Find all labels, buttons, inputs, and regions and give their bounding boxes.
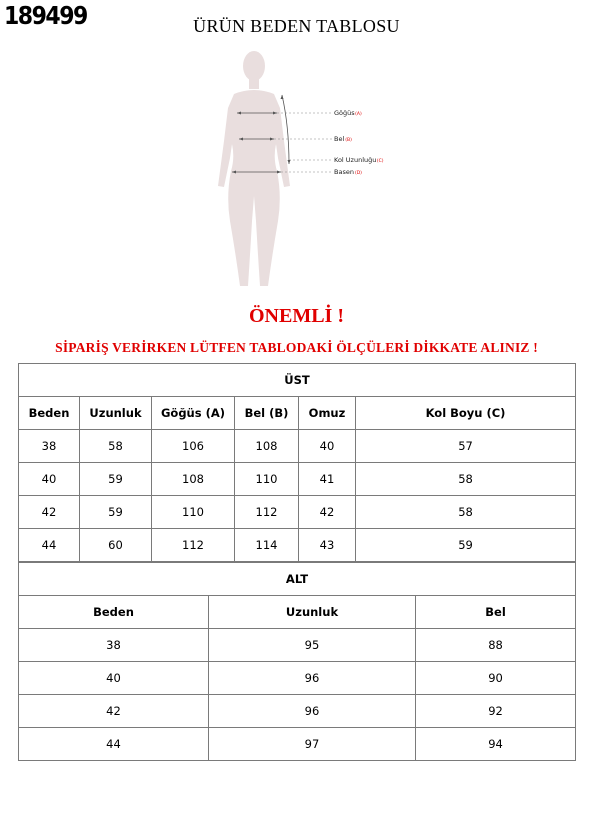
table-row — [19, 463, 576, 496]
table-row — [19, 629, 576, 662]
bust-label: Göğüs(A) — [334, 109, 362, 117]
column-header: Uzunluk — [209, 596, 416, 629]
table-cell: 58 — [356, 463, 576, 496]
upper-table-heading: ÜST — [19, 364, 576, 397]
table-cell: 42 — [19, 695, 209, 728]
lower-table-heading: ALT — [19, 563, 576, 596]
table-cell: 59 — [80, 496, 152, 529]
table-row — [19, 662, 576, 695]
table-cell: 59 — [80, 463, 152, 496]
column-header: Bel — [416, 596, 576, 629]
product-code: 189499 — [4, 2, 87, 31]
column-header: Omuz — [299, 397, 356, 430]
table-cell: 57 — [356, 430, 576, 463]
table-row — [19, 430, 576, 463]
table-cell: 60 — [80, 529, 152, 562]
page-title: ÜRÜN BEDEN TABLOSU — [193, 16, 400, 36]
table-cell: 92 — [416, 695, 576, 728]
table-row — [19, 695, 576, 728]
table-cell: 108 — [152, 463, 235, 496]
upper-size-table — [18, 363, 576, 562]
table-cell: 59 — [356, 529, 576, 562]
body-measurement-figure — [210, 46, 400, 294]
table-cell: 110 — [152, 496, 235, 529]
table-row — [19, 496, 576, 529]
silhouette-illustration — [210, 46, 400, 294]
table-cell: 112 — [235, 496, 299, 529]
table-cell: 44 — [19, 728, 209, 761]
silhouette-body — [218, 90, 290, 286]
table-cell: 112 — [152, 529, 235, 562]
column-header: Uzunluk — [80, 397, 152, 430]
table-header-row — [19, 596, 576, 629]
table-cell: 106 — [152, 430, 235, 463]
hip-label: Basen(D) — [334, 168, 362, 176]
table-cell: 42 — [19, 496, 80, 529]
table-header-row — [19, 397, 576, 430]
table-cell: 96 — [209, 695, 416, 728]
table-cell: 40 — [299, 430, 356, 463]
column-header: Beden — [19, 397, 80, 430]
table-cell: 114 — [235, 529, 299, 562]
table-cell: 88 — [416, 629, 576, 662]
silhouette-neck — [249, 79, 259, 89]
table-row — [19, 728, 576, 761]
sleeve-length-label: Kol Uzunluğu(C) — [334, 156, 384, 164]
column-header: Bel (B) — [235, 397, 299, 430]
column-header: Göğüs (A) — [152, 397, 235, 430]
table-cell: 42 — [299, 496, 356, 529]
table-cell: 40 — [19, 662, 209, 695]
silhouette-head — [243, 51, 265, 81]
table-cell: 96 — [209, 662, 416, 695]
lower-size-table — [18, 562, 576, 761]
order-notice: SİPARİŞ VERİRKEN LÜTFEN TABLODAKİ ÖLÇÜLERİ DİKKATE ALINIZ ! — [55, 340, 538, 355]
table-cell: 110 — [235, 463, 299, 496]
table-row — [19, 529, 576, 562]
table-cell: 38 — [19, 430, 80, 463]
table-cell: 108 — [235, 430, 299, 463]
table-cell: 94 — [416, 728, 576, 761]
column-header: Kol Boyu (C) — [356, 397, 576, 430]
table-heading-row — [19, 364, 576, 397]
table-cell: 40 — [19, 463, 80, 496]
table-cell: 90 — [416, 662, 576, 695]
table-cell: 58 — [356, 496, 576, 529]
column-header: Beden — [19, 596, 209, 629]
table-cell: 44 — [19, 529, 80, 562]
table-cell: 43 — [299, 529, 356, 562]
table-cell: 97 — [209, 728, 416, 761]
table-cell: 38 — [19, 629, 209, 662]
table-cell: 41 — [299, 463, 356, 496]
important-heading: ÖNEMLİ ! — [249, 305, 344, 327]
table-heading-row — [19, 563, 576, 596]
waist-label: Bel(B) — [334, 135, 352, 143]
table-cell: 95 — [209, 629, 416, 662]
table-cell: 58 — [80, 430, 152, 463]
